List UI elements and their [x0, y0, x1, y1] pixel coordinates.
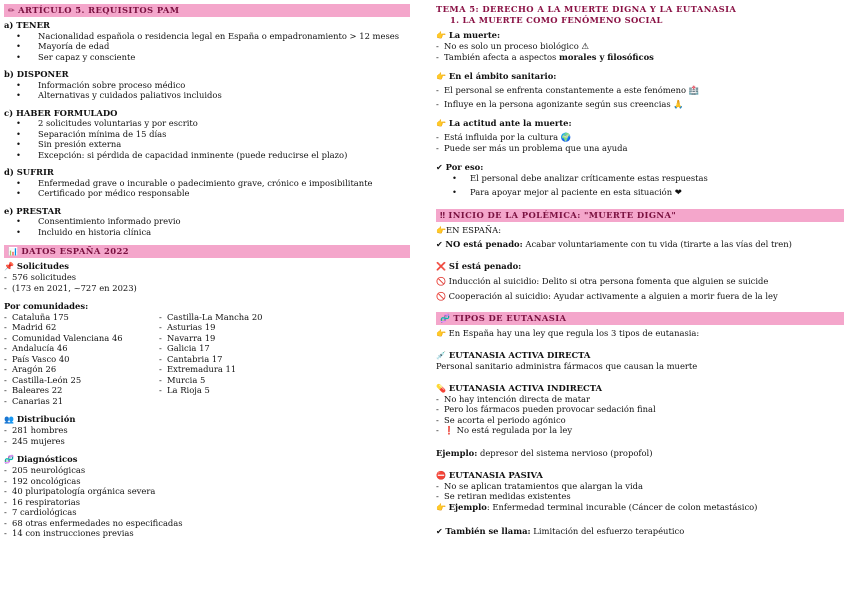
list-item: - También afecta a aspectos morales y filosóficos: [436, 52, 844, 63]
activa-indirecta-title: 💊 EUTANASIA ACTIVA INDIRECTA: [436, 382, 602, 393]
syringe-icon: 💉: [436, 351, 446, 360]
list-item: • Excepción: si pérdida de capacidad inminente (puede reducirse el plazo): [4, 150, 410, 161]
list-item: 🚫 Cooperación al suicidio: Ayudar activamente a alguien a morir fuera de la ley: [436, 291, 778, 301]
tema-subtitle: 1. LA MUERTE COMO FENÓMENO SOCIAL: [450, 14, 663, 25]
list-item: - 245 mujeres: [4, 436, 410, 447]
list-item: - Se acorta el periodo agónico: [436, 415, 844, 426]
list-item: - 40 pluripatología orgánica severa: [4, 486, 410, 497]
list-item: • Nacionalidad española o residencia legal en España o empadronamiento > 12 meses: [4, 31, 410, 42]
requisito-title: a) TENER: [4, 20, 50, 30]
pill-icon: 💊: [436, 383, 446, 393]
list-item: - Está influida por la cultura 🌍: [436, 132, 844, 143]
ejemplo-1: Ejemplo: depresor del sistema nervioso (propofol): [436, 448, 653, 458]
prohibited-icon: 🚫: [436, 292, 446, 301]
list-item: • Ser capaz y consciente: [4, 52, 410, 63]
list-item: • Alternativas y cuidados paliativos incluidos: [4, 90, 410, 101]
list-item: - No se aplican tratamientos que alargan la vida: [436, 481, 844, 492]
list-item: - Andalucía 46: [4, 343, 159, 354]
list-item: • Sin presión externa: [4, 139, 410, 150]
left-column: [4, 4, 410, 539]
list-item: - País Vasco 40: [4, 354, 159, 365]
pointing-hand-icon: 👉: [436, 31, 446, 40]
list-item: - 281 hombres: [4, 425, 410, 436]
list-item: - Cataluña 175: [4, 312, 159, 323]
list-item: • 2 solicitudes voluntarias y por escrito: [4, 118, 410, 129]
requisito-title: e) PRESTAR: [4, 205, 62, 216]
right-column: [436, 4, 844, 537]
pointing-hand-icon: 👉: [436, 226, 446, 235]
list-item: - 576 solicitudes: [4, 272, 410, 283]
people-icon: 👥: [4, 415, 14, 424]
en-espana: 👉EN ESPAÑA:: [436, 225, 502, 235]
pointing-hand-icon: 👉: [436, 502, 446, 512]
list-item: - (173 en 2021, ~727 en 2023): [4, 283, 410, 294]
list-item: - 16 respiratorias: [4, 497, 410, 508]
tambien: ✔ También se llama: Limitación del esfuerzo terapéutico: [436, 525, 685, 536]
list-item: - La Rioja 5: [159, 385, 359, 396]
polemica-header: ‼ INICIO DE LA POLÉMICA: "MUERTE DIGNA": [436, 209, 844, 222]
list-item: - 7 cardiológicas: [4, 507, 410, 518]
pencil-icon: ✏: [8, 6, 16, 15]
muerte-title: 👉 La muerte:: [436, 30, 501, 40]
actitud-title: 👉 La actitud ante la muerte:: [436, 118, 572, 128]
pin-icon: 📌: [4, 262, 14, 271]
cross-icon: ❌: [436, 262, 446, 271]
list-item: - Navarra 19: [159, 333, 359, 344]
pointing-hand-icon: 👉: [436, 329, 446, 338]
list-item: - Baleares 22: [4, 385, 159, 396]
list-item: • Para apoyar mejor al paciente en esta situación ❤: [436, 187, 844, 198]
dna-icon: 🧬: [440, 314, 451, 323]
list-item: - Cantabria 17: [159, 354, 359, 365]
list-item: - El personal se enfrenta constantemente a este fenómeno 🏥: [436, 85, 844, 96]
bar-chart-icon: 📊: [8, 247, 19, 256]
list-item: - Pero los fármacos pueden provocar sedación final: [436, 404, 844, 415]
list-item: - Influye en la persona agonizante según sus creencias 🙏: [436, 99, 844, 110]
list-item: - ❗ No está regulada por la ley: [436, 425, 844, 436]
list-item: • Información sobre proceso médico: [4, 80, 410, 91]
no-entry-icon: ⛔: [436, 470, 446, 480]
tipos-intro: 👉 En España hay una ley que regula los 3 tipos de eutanasia:: [436, 328, 700, 338]
exclamation-icon: ❗: [444, 426, 454, 435]
check-icon: ✔: [436, 240, 443, 249]
list-item: • Separación mínima de 15 días: [4, 129, 410, 140]
check-icon: ✔: [436, 163, 443, 172]
list-item: 🚫 Inducción al suicidio: Delito si otra persona fomenta que alguien se suicide: [436, 276, 769, 286]
art5-header: ✏ ARTÍCULO 5. REQUISITOS PAM: [4, 4, 410, 17]
requisito-title: c) HABER FORMULADO: [4, 107, 118, 118]
si-penado: ❌ SÍ está penado:: [436, 261, 522, 271]
list-item: - Murcia 5: [159, 375, 359, 386]
list-item: • Consentimiento informado previo: [4, 216, 410, 227]
list-item: - 14 con instrucciones previas: [4, 528, 410, 539]
list-item: - Se retiran medidas existentes: [436, 491, 844, 502]
list-item: • Enfermedad grave o incurable o padecimiento grave, crónico e imposibilitante: [4, 178, 410, 189]
list-item: - 192 oncológicas: [4, 476, 410, 487]
list-item: • Incluido en historia clínica: [4, 227, 410, 238]
diagnosticos-title: 🧬 Diagnósticos: [4, 454, 78, 464]
comunidades-col-1: [4, 312, 159, 407]
pasiva-title: ⛔ EUTANASIA PASIVA: [436, 469, 543, 480]
activa-directa-title: 💉 EUTANASIA ACTIVA DIRECTA: [436, 350, 591, 360]
list-item: - Canarias 21: [4, 396, 159, 407]
activa-directa-text: Personal sanitario administra fármacos que causan la muerte: [436, 361, 698, 371]
requisito-title: d) SUFRIR: [4, 167, 54, 177]
list-item: - 205 neurológicas: [4, 465, 410, 476]
check-icon: ✔: [436, 526, 443, 536]
tipos-header: 🧬 TIPOS DE EUTANASIA: [436, 312, 844, 325]
list-item: - Asturias 19: [159, 322, 359, 333]
tema-title: TEMA 5: DERECHO A LA MUERTE DIGNA Y LA EUTANASIA: [436, 4, 737, 14]
list-item: - No es solo un proceso biológico ⚠: [436, 41, 844, 52]
sanitario-title: 👉 En el ámbito sanitario:: [436, 71, 557, 81]
list-item: - No hay intención directa de matar: [436, 394, 844, 405]
list-item: • Mayoría de edad: [4, 41, 410, 52]
pointing-hand-icon: 👉: [436, 72, 446, 81]
comunidades-title: Por comunidades:: [4, 301, 89, 311]
list-item: - 68 otras enfermedades no especificadas: [4, 518, 410, 529]
porque-title: ✔ Por eso:: [436, 162, 484, 172]
list-item: - Galicia 17: [159, 343, 359, 354]
list-item: - Extremadura 11: [159, 364, 359, 375]
distribucion-title: 👥 Distribución: [4, 414, 76, 424]
diagnosticos-list: [4, 465, 410, 539]
list-item: - Aragón 26: [4, 364, 159, 375]
prohibited-icon: 🚫: [436, 277, 446, 286]
list-item: • Certificado por médico responsable: [4, 188, 410, 199]
no-penado: ✔ NO está penado: Acabar voluntariamente con tu vida (tirarte a las vías del tren): [436, 239, 792, 249]
exclamation-icon: ‼: [440, 211, 446, 220]
list-item: - Castilla-León 25: [4, 375, 159, 386]
pointing-hand-icon: 👉: [436, 119, 446, 128]
list-item: - Castilla-La Mancha 20: [159, 312, 359, 323]
dna-icon: 🧬: [4, 455, 14, 464]
list-item: • El personal debe analizar críticamente estas respuestas: [436, 173, 844, 184]
comunidades-list: [4, 312, 410, 407]
list-item: - Madrid 62: [4, 322, 159, 333]
ejemplo-2: 👉 Ejemplo: Enfermedad terminal incurable (Cáncer de colon metastásico): [436, 501, 758, 512]
requisito-title: b) DISPONER: [4, 69, 69, 79]
comunidades-col-2: [159, 312, 359, 407]
art5-groups: [4, 20, 410, 237]
datos-header: 📊 DATOS ESPAÑA 2022: [4, 245, 410, 258]
list-item: - Puede ser más un problema que una ayuda: [436, 143, 844, 154]
solicitudes-title: 📌 Solicitudes: [4, 261, 70, 271]
list-item: - Comunidad Valenciana 46: [4, 333, 159, 344]
